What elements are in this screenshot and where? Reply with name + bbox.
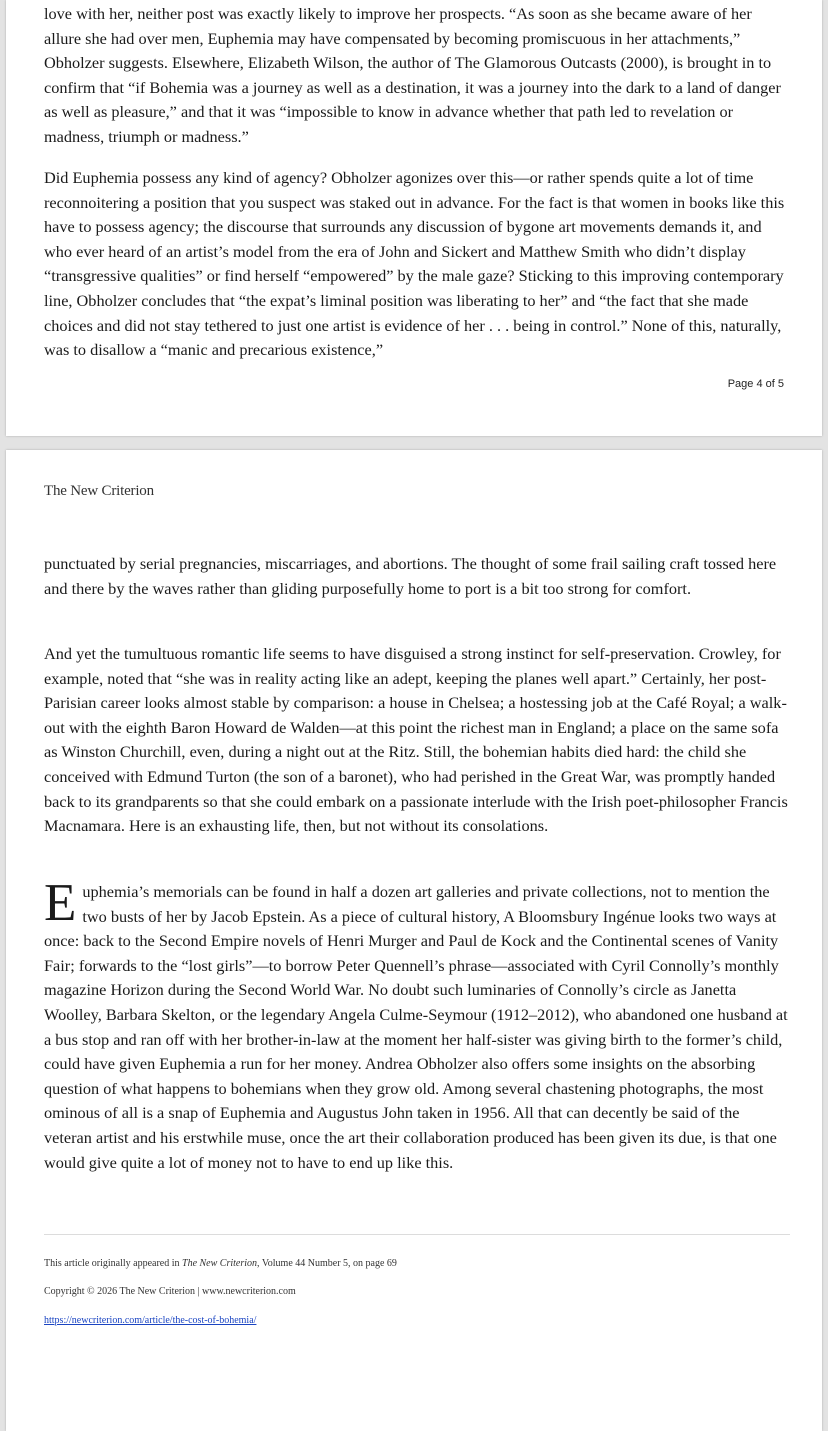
- paragraph: And yet the tumultuous romantic life seems to have disguised a strong instinct for self-preservation. Crowley, for example, noted that “she was in reality acting like an adept, keeping the planes well apart.” Certainly, her post-Parisian career looks almost stable by comparison: a house in Chelsea; a hostessing job at the Café Royal; a walk-out with the eighth Baron Howard de Walden—at this point the richest man in England; a place on the same sofa as Winston Churchill, even, during a night out at the Ritz. Still, the bohemian habits died hard: the child she conceived with Edmund Turton (the son of a baronet), who had perished in the Great War, was promptly handed back to its grandparents so that she could embark on a passionate interlude with the Irish poet-philosopher Francis Macnamara. Here is an exhausting life, then, but not without its consolations.: [44, 644, 788, 836]
- dropcap-letter: E: [44, 874, 77, 932]
- original-appearance-note: [44, 1258, 397, 1269]
- dropcap-paragraph-text: uphemia’s memorials can be found in half a dozen art galleries and private collections, not to mention the two busts of her by Jacob Epstein. As a piece of cultural history, A Bloomsbury Ingénue looks two ways at once: back to the Second Empire novels of Henri Murger and Paul de Kock and the Continental scenes of Vanity Fair; forwards to the “lost girls”—to borrow Peter Quennell’s phrase—associated with Cyril Connolly’s monthly magazine Horizon during the Second World War. No doubt such luminaries of Connolly’s circle as Janetta Woolley, Barbara Skelton, or the legendary Angela Culme-Seymour (1912–2012), who abandoned one husband at a bus stop and ran off with her brother-in-law at the moment her half-sister was giving birth to the former’s child, could have given Euphemia a run for her money. Andrea Obholzer also offers some insights on the absorbing question of what happens to bohemians when they grow old. Among several chastening photographs, the most ominous of all is a snap of Euphemia and Augustus John taken in 1956. All that can decently be said of the veteran artist and his erstwhile muse, once the art their collaboration produced has been given its due, is that one would give quite a lot of money not to have to end up like this.: [44, 882, 788, 1172]
- page-5: [6, 450, 822, 1431]
- paragraph: love with her, neither post was exactly likely to improve her prospects. “As soon as she became aware of her allure she had over men, Euphemia may have compensated by becoming promiscuous in her attachments,” Obholzer suggests. Elsewhere, Elizabeth Wilson, the author of The Glamorous Outcasts (2000), is brought in to confirm that “if Bohemia was a journey as well as a destination, it was a journey into the dark to a land of danger as well as pleasure,” and that it was “impossible to know in advance whether that path led to revelation or madness, triumph or madness.”: [44, 4, 781, 146]
- publication-name: The New Criterion: [182, 1258, 258, 1269]
- paragraph: Did Euphemia possess any kind of agency? Obholzer agonizes over this—or rather spends quite a lot of time reconnoitering a position that you suspect was staked out in advance. For the fact is that women in books like this have to possess agency; the discourse that surrounds any discussion of bygone art movements demands it, and who ever heard of an artist’s model from the era of John and Sickert and Matthew Smith who didn’t display “transgressive qualities” or find herself “empowered” by the male gaze? Sticking to this improving contemporary line, Obholzer concludes that “the expat’s liminal position was liberating to her” and “the fact that she made choices and did not stay tethered to just one artist is evidence of her . . . being in control.” None of this, naturally, was to disallow a “manic and precarious existence,”: [44, 168, 785, 360]
- appearance-prefix: This article originally appeared in: [44, 1258, 183, 1269]
- masthead-logo: The New Criterion: [44, 483, 154, 499]
- appearance-suffix: , Volume 44 Number 5, on page 69: [257, 1258, 397, 1269]
- paragraph-dropcap: [44, 874, 790, 1175]
- footer-divider: [44, 1234, 790, 1235]
- paragraph: punctuated by serial pregnancies, miscarriages, and abortions. The thought of some frail sailing craft tossed here and there by the waves rather than gliding purposefully home to port is a bit too strong for comfort.: [44, 554, 777, 598]
- article-link[interactable]: https://newcriterion.com/article/the-cost-of-bohemia/: [44, 1315, 257, 1326]
- page-4: [6, 0, 822, 436]
- copyright-line: Copyright © 2026 The New Criterion | www.newcriterion.com: [44, 1286, 296, 1297]
- page-number: Page 4 of 5: [727, 378, 784, 390]
